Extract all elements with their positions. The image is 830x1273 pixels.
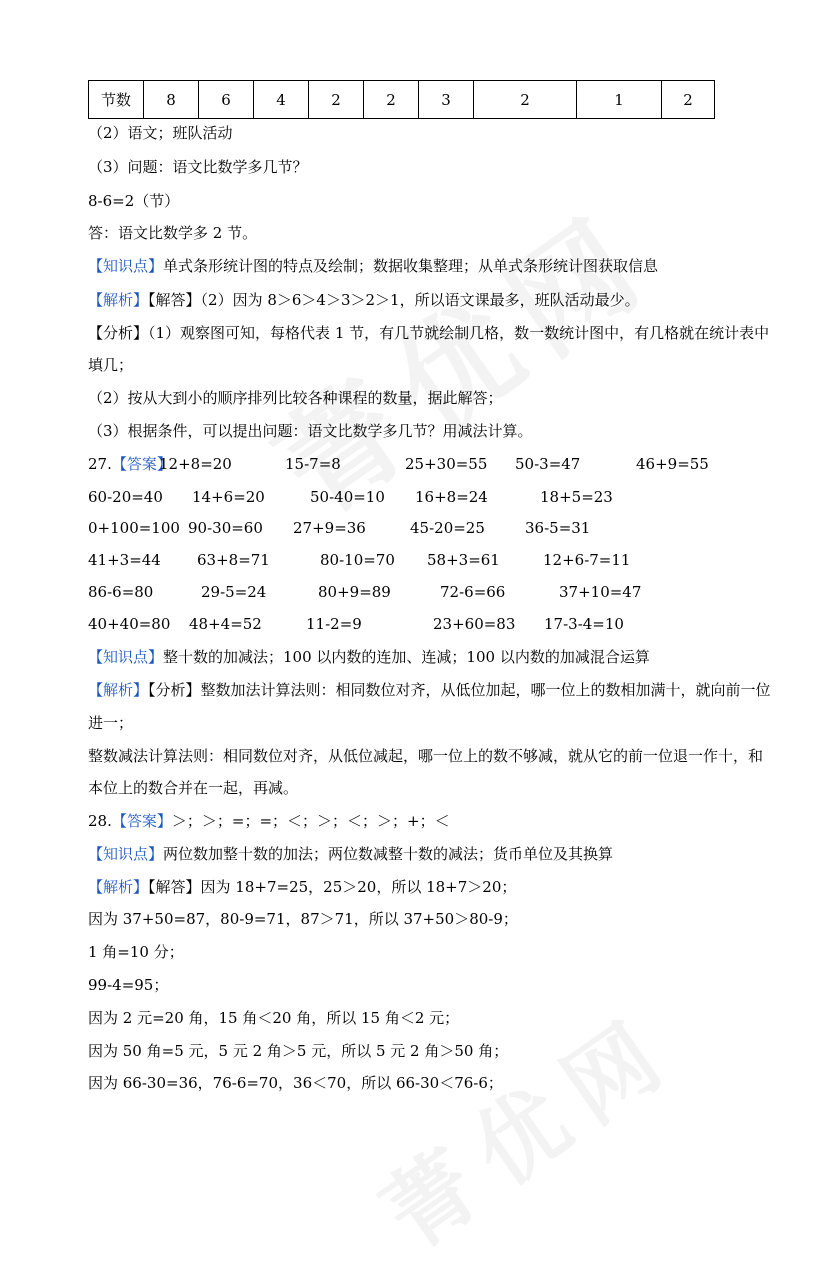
equation: 12+8=20 [159,455,232,473]
table-cell: 2 [309,81,364,119]
q27-analysis [88,680,771,700]
table-cell: 2 [662,81,715,119]
equation: 46+9=55 [636,455,709,473]
part2-text: （2）语文；班队活动 [88,124,233,142]
equation: 40+40=80 [88,615,171,633]
analysis-tag: 【解析】 [88,878,149,896]
solution-line: 1 角=10 分； [88,943,184,961]
equation: 58+3=61 [427,551,500,569]
fenxi-line: （2）按从大到小的顺序排列比较各种课程的数量，据此解答； [88,389,503,407]
equation: 48+4=52 [189,615,262,633]
equation: 80+9=89 [318,583,391,601]
equation: 60-20=40 [88,488,163,506]
lesson-count-table [88,80,715,119]
answer-tag: 【答案】 [111,455,172,473]
table-cell: 4 [254,81,309,119]
table-cell: 2 [364,81,419,119]
equation: 0+100=100 [88,519,180,537]
equation: 50-3=47 [515,455,581,473]
equation: 36-5=31 [525,519,591,537]
part3-text: （3）问题：语文比数学多几节？ [88,158,308,176]
equation: 63+8=71 [197,551,270,569]
equation: 27+9=36 [293,519,366,537]
answer-text: ＞；＞；=；=；＜；＞；＜；＞；+；＜ [171,812,450,830]
table-cell: 3 [419,81,474,119]
analysis-line: 整数减法计算法则：相同数位对齐，从低位减起，哪一位上的数不够减，就从它的前一位退一作十，和 [88,747,764,765]
knowledge-tag: 【知识点】 [88,257,164,275]
equation: 18+5=23 [540,488,613,506]
equation: 12+6-7=11 [543,551,631,569]
q28-knowledge [88,844,613,864]
answer-text: 答：语文比数学多 2 节。 [88,224,258,242]
equation: 25+30=55 [405,455,488,473]
equation: 15-7=8 [285,455,341,473]
answer-tag: 【答案】 [111,812,172,830]
analysis-tag: 【解析】 [88,681,149,699]
q26-analysis [88,290,640,310]
solve-text: 因为 18+7=25，25＞20，所以 18+7＞20； [200,878,517,896]
question-number: 27. [88,455,112,473]
table-cell: 2 [474,81,577,119]
knowledge-text: 两位数加整十数的加法；两位数减整十数的减法；货币单位及其换算 [163,845,614,863]
equation: 50-40=10 [310,488,385,506]
calc-text: 8-6=2（节） [88,192,180,210]
q28-analysis [88,877,516,897]
equation: 14+6=20 [192,488,265,506]
equation: 29-5=24 [201,583,267,601]
equation: 72-6=66 [440,583,506,601]
equation: 41+3=44 [88,551,161,569]
equation: 11-2=9 [306,615,362,633]
solve-text: （2）因为 8＞6＞4＞3＞2＞1，所以语文课最多，班队活动最少。 [200,291,640,309]
solution-line: 因为 2 元=20 角，15 角＜20 角，所以 15 角＜2 元； [88,1009,460,1027]
equation: 90-30=60 [188,519,263,537]
solution-line: 99-4=95； [88,976,169,994]
analysis-tag: 【解析】 [88,291,149,309]
q26-knowledge [88,256,658,276]
q27-knowledge [88,647,650,667]
equation: 86-6=80 [88,583,154,601]
table-cell: 1 [577,81,662,119]
analysis-line: 进一； [88,714,134,732]
solution-line: 因为 50 角=5 元，5 元 2 角＞5 元，所以 5 元 2 角＞50 角； [88,1042,509,1060]
table-header-cell: 节数 [89,81,144,119]
knowledge-text: 整十数的加减法；100 以内数的连加、连减；100 以内数的加减混合运算 [163,648,650,666]
table-cell: 8 [144,81,199,119]
fenxi-tag: 【分析】 [148,681,201,699]
equation: 23+60=83 [433,615,516,633]
fenxi-line: 填几； [88,356,134,374]
knowledge-tag: 【知识点】 [88,845,164,863]
solve-tag: 【解答】 [148,291,201,309]
equation: 17-3-4=10 [544,615,624,633]
table-cell: 6 [199,81,254,119]
fenxi-line: （3）根据条件，可以提出问题：语文比数学多几节？用减法计算。 [88,422,533,440]
solution-line: 因为 66-30=36，76-6=70，36＜70，所以 66-30＜76-6； [88,1074,503,1092]
q28-answer [88,811,450,831]
equation: 80-10=70 [320,551,395,569]
fenxi-line: 【分析】（1）观察图可知，每格代表 1 节，有几节就绘制几格，数一数统计图中，有几格就在统计表中 [88,324,770,342]
analysis-text: 整数加法计算法则：相同数位对齐，从低位加起，哪一位上的数相加满十，就向前一位 [200,681,771,699]
knowledge-text: 单式条形统计图的特点及绘制；数据收集整理；从单式条形统计图获取信息 [163,257,659,275]
analysis-line: 本位上的数合并在一起，再减。 [88,779,299,797]
solution-line: 因为 37+50=87，80-9=71，87＞71，所以 37+50＞80-9； [88,910,518,928]
equation: 45-20=25 [410,519,485,537]
knowledge-tag: 【知识点】 [88,648,164,666]
question-number: 28. [88,812,112,830]
equation: 37+10=47 [559,583,642,601]
solve-tag: 【解答】 [148,878,201,896]
equation: 16+8=24 [415,488,488,506]
